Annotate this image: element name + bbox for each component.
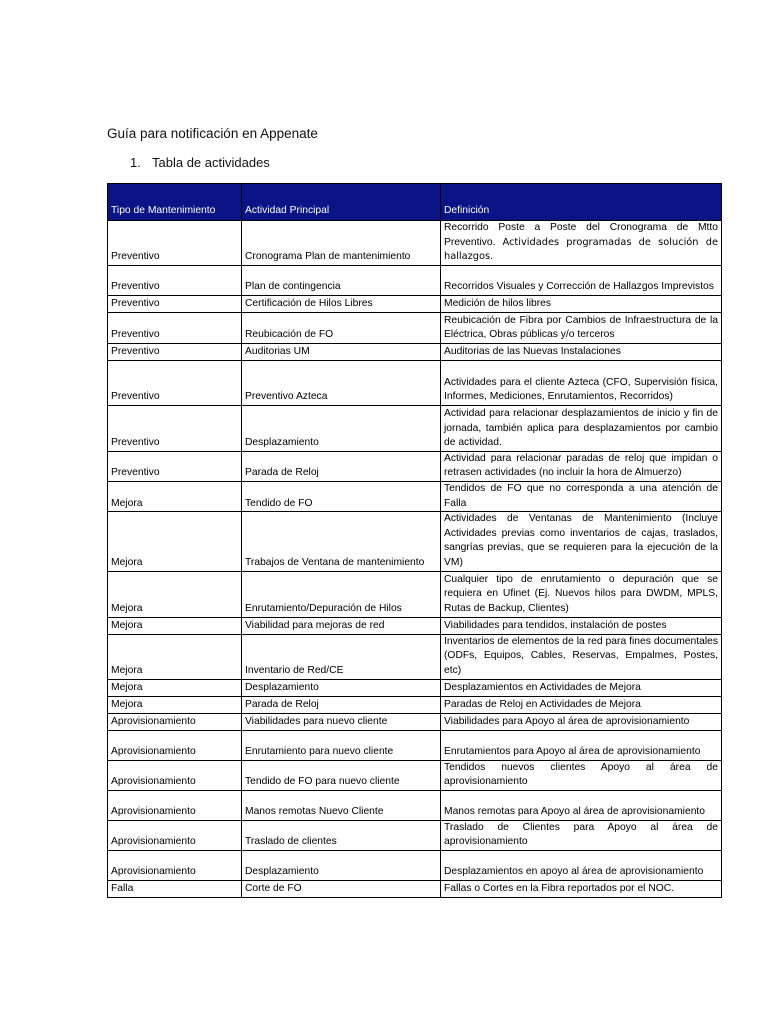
section-title: Tabla de actividades <box>152 155 270 170</box>
cell-tipo: Preventivo <box>108 451 242 481</box>
cell-actividad: Desplazamiento <box>242 405 441 451</box>
cell-actividad: Manos remotas Nuevo Cliente <box>242 790 441 820</box>
header-actividad-principal: Actividad Principal <box>242 184 441 221</box>
cell-actividad: Desplazamiento <box>242 679 441 696</box>
cell-definicion: Fallas o Cortes en la Fibra reportados por el NOC. <box>441 880 722 897</box>
definition-extra-text: Actividades programadas de solución de hallazgos. <box>444 236 718 263</box>
cell-tipo: Mejora <box>108 696 242 713</box>
cell-actividad: Desplazamiento <box>242 850 441 880</box>
cell-tipo: Preventivo <box>108 343 242 360</box>
cell-actividad: Trabajos de Ventana de mantenimiento <box>242 512 441 571</box>
table-row <box>108 481 722 511</box>
cell-definicion <box>441 221 722 266</box>
table-row <box>108 295 722 312</box>
cell-actividad: Tendido de FO <box>242 481 441 511</box>
table-row <box>108 617 722 634</box>
cell-definicion: Cualquier tipo de enrutamiento o depuración que se requiera en Ufinet (Ej. Nuevos hilos para DWDM, MPLS, Rutas de Backup, Clientes) <box>441 571 722 617</box>
cell-tipo: Preventivo <box>108 360 242 405</box>
cell-actividad: Tendido de FO para nuevo cliente <box>242 760 441 790</box>
cell-tipo: Aprovisionamiento <box>108 850 242 880</box>
cell-tipo: Mejora <box>108 481 242 511</box>
cell-tipo: Falla <box>108 880 242 897</box>
table-row <box>108 696 722 713</box>
cell-actividad: Traslado de clientes <box>242 820 441 850</box>
table-row <box>108 850 722 880</box>
table-row <box>108 405 722 451</box>
cell-actividad: Plan de contingencia <box>242 265 441 295</box>
cell-definicion: Viabilidades para tendidos, instalación de postes <box>441 617 722 634</box>
cell-tipo: Mejora <box>108 512 242 571</box>
cell-definicion: Actividad para relacionar desplazamientos de inicio y fin de jornada, también aplica para desplazamientos por cambio de actividad. <box>441 405 722 451</box>
table-row <box>108 451 722 481</box>
cell-tipo: Preventivo <box>108 265 242 295</box>
table-row <box>108 571 722 617</box>
table-row <box>108 679 722 696</box>
cell-actividad: Enrutamiento/Depuración de Hilos <box>242 571 441 617</box>
cell-definicion: Traslado de Clientes para Apoyo al área de aprovisionamiento <box>441 820 722 850</box>
table-row <box>108 221 722 266</box>
cell-actividad: Viabilidad para mejoras de red <box>242 617 441 634</box>
cell-tipo: Preventivo <box>108 312 242 343</box>
cell-actividad: Preventivo Azteca <box>242 360 441 405</box>
cell-definicion: Actividades de Ventanas de Mantenimiento (Incluye Actividades previas como inventarios de cajas, traslados, sangrías previas, que se requieren para la ejecución de la VM) <box>441 512 722 571</box>
cell-tipo: Preventivo <box>108 405 242 451</box>
definition-text: Recorrido Poste a Poste del Cronograma de Mtto Preventivo. <box>444 222 718 248</box>
cell-actividad: Corte de FO <box>242 880 441 897</box>
header-definicion: Definición <box>441 184 722 221</box>
table-row <box>108 790 722 820</box>
table-row <box>108 312 722 343</box>
cell-tipo: Aprovisionamiento <box>108 713 242 730</box>
cell-tipo: Mejora <box>108 634 242 679</box>
table-header-row <box>108 184 722 221</box>
cell-actividad: Auditorias UM <box>242 343 441 360</box>
cell-actividad: Parada de Reloj <box>242 451 441 481</box>
table-row <box>108 713 722 730</box>
cell-definicion: Medición de hilos libres <box>441 295 722 312</box>
cell-actividad: Viabilidades para nuevo cliente <box>242 713 441 730</box>
cell-actividad: Cronograma Plan de mantenimiento <box>242 221 441 266</box>
cell-tipo: Aprovisionamiento <box>108 820 242 850</box>
cell-definicion: Recorridos Visuales y Corrección de Hallazgos Imprevistos <box>441 265 722 295</box>
cell-actividad: Parada de Reloj <box>242 696 441 713</box>
section-number: 1. <box>130 155 141 170</box>
table-row <box>108 880 722 897</box>
cell-tipo: Preventivo <box>108 295 242 312</box>
cell-definicion: Inventarios de elementos de la red para fines documentales (ODFs, Equipos, Cables, Reservas, Empalmes, Postes, etc) <box>441 634 722 679</box>
cell-definicion: Actividad para relacionar paradas de reloj que impidan o retrasen actividades (no incluir la hora de Almuerzo) <box>441 451 722 481</box>
table-row <box>108 760 722 790</box>
cell-definicion: Manos remotas para Apoyo al área de aprovisionamiento <box>441 790 722 820</box>
cell-tipo: Mejora <box>108 679 242 696</box>
table-row <box>108 634 722 679</box>
cell-definicion: Desplazamientos en Actividades de Mejora <box>441 679 722 696</box>
cell-tipo: Preventivo <box>108 221 242 266</box>
cell-tipo: Mejora <box>108 571 242 617</box>
table-row <box>108 512 722 571</box>
header-tipo-mantenimiento: Tipo de Mantenimiento <box>108 184 242 221</box>
cell-actividad: Certificación de Hilos Libres <box>242 295 441 312</box>
table-row <box>108 360 722 405</box>
section-heading <box>130 155 270 170</box>
cell-tipo: Aprovisionamiento <box>108 760 242 790</box>
table-row <box>108 730 722 760</box>
cell-definicion: Viabilidades para Apoyo al área de aprovisionamiento <box>441 713 722 730</box>
cell-definicion: Desplazamientos en apoyo al área de aprovisionamiento <box>441 850 722 880</box>
document-title: Guía para notificación en Appenate <box>107 126 318 141</box>
cell-definicion: Paradas de Reloj en Actividades de Mejora <box>441 696 722 713</box>
cell-definicion: Actividades para el cliente Azteca (CFO, Supervisión física, Informes, Mediciones, Enrutamientos, Recorridos) <box>441 360 722 405</box>
table-row <box>108 343 722 360</box>
cell-definicion: Tendidos nuevos clientes Apoyo al área de aprovisionamiento <box>441 760 722 790</box>
table-row <box>108 265 722 295</box>
cell-definicion: Auditorias de las Nuevas Instalaciones <box>441 343 722 360</box>
table-row <box>108 820 722 850</box>
activities-table <box>107 183 722 898</box>
cell-actividad: Inventario de Red/CE <box>242 634 441 679</box>
cell-tipo: Mejora <box>108 617 242 634</box>
cell-actividad: Reubicación de FO <box>242 312 441 343</box>
cell-tipo: Aprovisionamiento <box>108 730 242 760</box>
cell-definicion: Enrutamientos para Apoyo al área de aprovisionamiento <box>441 730 722 760</box>
cell-tipo: Aprovisionamiento <box>108 790 242 820</box>
cell-definicion: Reubicación de Fibra por Cambios de Infraestructura de la Eléctrica, Obras públicas y/o terceros <box>441 312 722 343</box>
cell-actividad: Enrutamiento para nuevo cliente <box>242 730 441 760</box>
cell-definicion: Tendidos de FO que no corresponda a una atención de Falla <box>441 481 722 511</box>
